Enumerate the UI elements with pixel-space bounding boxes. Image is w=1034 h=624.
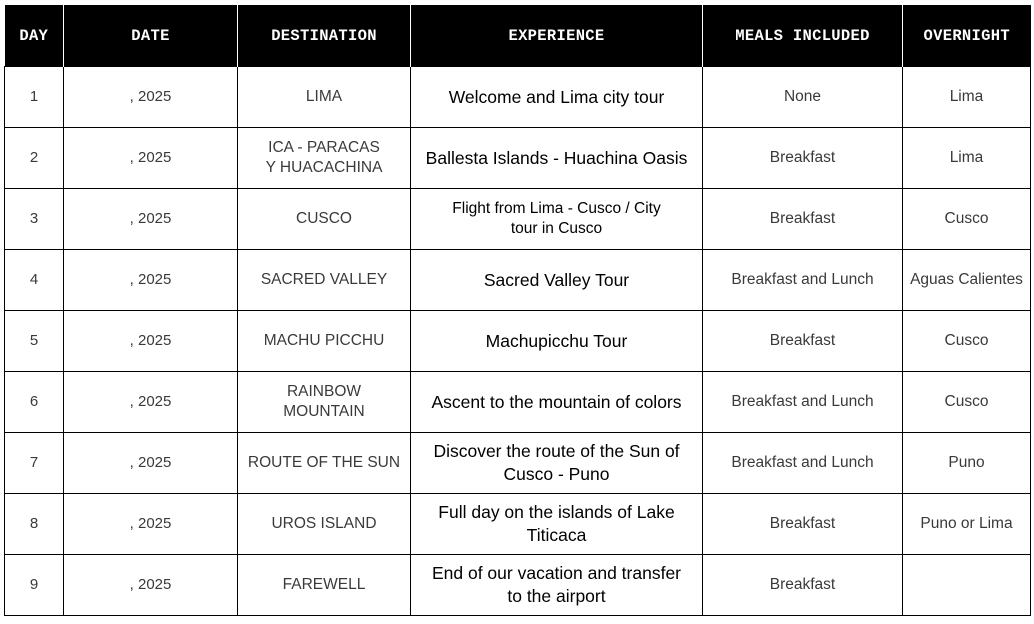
header-meals-included: MEALS INCLUDED [703,5,903,67]
experience-text: End of our vacation and transfer to the airport [431,563,682,606]
cell-destination [238,250,411,311]
experience-text: Machupicchu Tour [485,330,628,351]
cell-date: , 2025 [64,433,238,494]
cell-experience [411,67,703,128]
cell-day: 1 [5,67,64,128]
itinerary-table [4,5,1031,616]
destination-text: SACRED VALLEY [260,270,388,288]
cell-date: , 2025 [64,67,238,128]
cell-meals: None [703,67,903,128]
cell-destination [238,67,411,128]
cell-experience [411,250,703,311]
cell-overnight: Lima [903,128,1031,189]
cell-date: , 2025 [64,128,238,189]
experience-text: Flight from Lima - Cusco / City tour in Cusco [452,199,661,237]
cell-overnight: Cusco [903,311,1031,372]
destination-text: ICA - PARACAS Y HUACACHINA [265,138,383,176]
table-row [5,494,1031,555]
experience-text: Ascent to the mountain of colors [431,391,682,412]
cell-meals: Breakfast [703,311,903,372]
cell-meals: Breakfast [703,189,903,250]
cell-experience [411,189,703,250]
cell-day: 2 [5,128,64,189]
cell-overnight: Puno or Lima [903,494,1031,555]
experience-text: Full day on the islands of Lake Titicaca [438,502,675,545]
table-row [5,311,1031,372]
cell-meals: Breakfast and Lunch [703,372,903,433]
cell-meals: Breakfast [703,128,903,189]
table-row [5,128,1031,189]
header-day: DAY [5,5,64,67]
cell-day: 7 [5,433,64,494]
cell-meals: Breakfast and Lunch [703,250,903,311]
header-experience: EXPERIENCE [411,5,703,67]
experience-text: Welcome and Lima city tour [448,86,665,107]
cell-date: , 2025 [64,311,238,372]
table-body [5,67,1031,616]
cell-date: , 2025 [64,189,238,250]
cell-date: , 2025 [64,250,238,311]
cell-day: 5 [5,311,64,372]
cell-meals: Breakfast [703,555,903,616]
cell-destination [238,311,411,372]
cell-experience [411,311,703,372]
cell-destination [238,189,411,250]
cell-date: , 2025 [64,372,238,433]
cell-day: 6 [5,372,64,433]
cell-meals: Breakfast [703,494,903,555]
table-row [5,67,1031,128]
cell-overnight [903,555,1031,616]
experience-text: Ballesta Islands - Huachina Oasis [425,147,688,168]
cell-destination [238,128,411,189]
destination-text: ROUTE OF THE SUN [247,453,401,471]
cell-meals: Breakfast and Lunch [703,433,903,494]
cell-date: , 2025 [64,555,238,616]
cell-experience [411,555,703,616]
cell-day: 4 [5,250,64,311]
table-row [5,250,1031,311]
cell-experience [411,433,703,494]
cell-day: 3 [5,189,64,250]
cell-experience [411,494,703,555]
destination-text: MACHU PICCHU [263,331,385,349]
cell-date: , 2025 [64,494,238,555]
cell-experience [411,372,703,433]
table-header [5,5,1031,67]
cell-destination [238,372,411,433]
header-date: DATE [64,5,238,67]
table-row [5,555,1031,616]
destination-text: RAINBOW MOUNTAIN [283,382,365,420]
cell-destination [238,433,411,494]
destination-text: UROS ISLAND [271,514,377,532]
cell-destination [238,555,411,616]
experience-text: Discover the route of the Sun of Cusco - Puno [433,441,680,484]
table-row [5,189,1031,250]
cell-overnight: Cusco [903,372,1031,433]
cell-destination [238,494,411,555]
header-destination: DESTINATION [238,5,411,67]
experience-text: Sacred Valley Tour [483,269,630,290]
header-overnight: OVERNIGHT [903,5,1031,67]
cell-overnight: Cusco [903,189,1031,250]
cell-day: 9 [5,555,64,616]
cell-overnight: Lima [903,67,1031,128]
cell-experience [411,128,703,189]
destination-text: FAREWELL [282,575,366,593]
table-row [5,372,1031,433]
cell-overnight: Puno [903,433,1031,494]
header-row [5,5,1031,67]
destination-text: CUSCO [296,209,352,227]
destination-text: LIMA [305,87,343,105]
table-row [5,433,1031,494]
cell-overnight: Aguas Calientes [903,250,1031,311]
cell-day: 8 [5,494,64,555]
